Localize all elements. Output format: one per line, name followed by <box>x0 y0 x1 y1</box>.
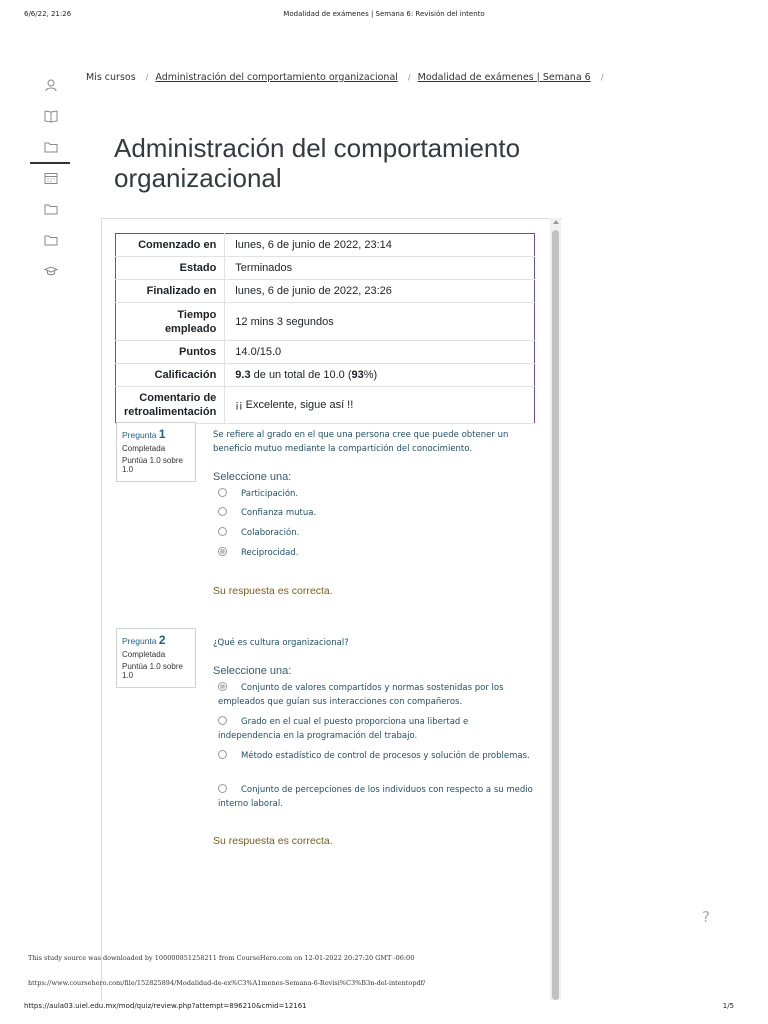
scrollbar[interactable] <box>550 218 561 1000</box>
question-info-1 <box>116 422 196 482</box>
summary-label: Comentario de retroalimentación <box>116 387 225 424</box>
select-prompt: Seleccione una: <box>213 471 292 483</box>
graduation-cap-icon[interactable] <box>30 256 70 287</box>
question-text: ¿Qué es cultura organizacional? <box>213 638 349 648</box>
calendar-icon[interactable] <box>30 163 70 194</box>
question-grade: Puntúa 1.0 sobre 1.0 <box>122 662 183 680</box>
grade-text-end: %) <box>363 369 378 381</box>
print-page-count: 1/5 <box>722 1002 734 1010</box>
summary-label: Comenzado en <box>116 234 225 257</box>
summary-value: ¡¡ Excelente, sigue así !! <box>225 387 535 424</box>
summary-row <box>116 257 535 280</box>
radio-button[interactable] <box>218 750 227 759</box>
select-prompt: Seleccione una: <box>213 665 292 677</box>
grade-text: de un total de 10.0 ( <box>250 369 352 381</box>
summary-label: Finalizado en <box>116 280 225 303</box>
summary-grade <box>225 364 535 387</box>
question-label: Pregunta <box>122 430 157 440</box>
answer-label: Conjunto de valores compartidos y normas sostenidas por los empleados que guían sus interacciones con compañeros. <box>218 683 504 707</box>
grade-value: 9.3 <box>235 369 251 381</box>
breadcrumb-separator: / <box>407 73 411 82</box>
question-number-value: 1 <box>158 427 166 441</box>
radio-button[interactable] <box>218 507 227 516</box>
answer-option[interactable] <box>218 749 533 763</box>
breadcrumb-separator: / <box>600 73 604 82</box>
breadcrumb <box>86 72 607 83</box>
answer-feedback: Su respuesta es correcta. <box>213 585 333 597</box>
summary-value: Terminados <box>225 257 535 280</box>
question-label: Pregunta <box>122 636 157 646</box>
scroll-up-arrow[interactable] <box>553 220 559 224</box>
answer-label: Confianza mutua. <box>241 508 317 518</box>
breadcrumb-separator: / <box>145 73 149 82</box>
question-number <box>122 427 190 441</box>
question-number-value: 2 <box>158 633 166 647</box>
attempt-summary-table <box>115 233 535 424</box>
answer-feedback: Su respuesta es correcta. <box>213 835 333 847</box>
question-grade: Puntúa 1.0 sobre 1.0 <box>122 456 183 474</box>
grade-percent: 93 <box>351 369 364 381</box>
side-navigation <box>30 70 70 287</box>
answer-label: Grado en el cual el puesto proporciona una libertad e independencia en la programación del trabajo. <box>218 717 469 741</box>
answer-option[interactable] <box>218 487 533 501</box>
print-footer-url: https://aula03.uiel.edu.mx/mod/quiz/review.php?attempt=896210&cmid=12161 <box>24 1002 307 1010</box>
book-icon[interactable] <box>30 101 70 132</box>
folder-icon[interactable] <box>30 225 70 256</box>
answer-label: Método estadístico de control de procesos y solución de problemas. <box>241 751 530 761</box>
summary-label: Calificación <box>116 364 225 387</box>
breadcrumb-course[interactable]: Administración del comportamiento organizacional <box>155 72 398 83</box>
answer-option[interactable] <box>218 681 533 709</box>
print-date: 6/6/22, 21:26 <box>24 10 72 18</box>
answer-label: Reciprocidad. <box>241 548 299 558</box>
folder-icon[interactable] <box>30 194 70 225</box>
print-title: Modalidad de exámenes | Semana 6: Revisión del intento <box>283 10 485 18</box>
summary-row <box>116 280 535 303</box>
summary-row <box>116 234 535 257</box>
answer-label: Participación. <box>241 489 299 499</box>
question-state: Completada <box>122 650 166 659</box>
answer-option[interactable] <box>218 783 533 811</box>
user-icon[interactable] <box>30 70 70 101</box>
summary-label: Puntos <box>116 341 225 364</box>
answer-label: Conjunto de percepciones de los individuos con respecto a su medio interno laboral. <box>218 785 533 809</box>
summary-label: Estado <box>116 257 225 280</box>
breadcrumb-quiz[interactable]: Modalidad de exámenes | Semana 6 <box>417 72 591 83</box>
radio-button[interactable] <box>218 784 227 793</box>
folder-icon[interactable] <box>30 132 70 163</box>
summary-row <box>116 387 535 424</box>
question-state: Completada <box>122 444 166 453</box>
scroll-thumb[interactable] <box>552 230 559 1000</box>
question-text: Se refiere al grado en el que una persona cree que puede obtener un beneficio mutuo mediante la compartición del conocimiento. <box>213 430 509 454</box>
radio-button-selected[interactable] <box>218 682 227 691</box>
page-title: Administración del comportamiento organizacional <box>114 133 521 193</box>
summary-label: Tiempo empleado <box>116 303 225 341</box>
breadcrumb-my-courses[interactable]: Mis cursos <box>86 72 136 83</box>
radio-button[interactable] <box>218 716 227 725</box>
answer-option[interactable] <box>218 546 533 560</box>
answer-option[interactable] <box>218 506 533 520</box>
answer-option[interactable] <box>218 715 533 743</box>
summary-row <box>116 364 535 387</box>
summary-value: lunes, 6 de junio de 2022, 23:14 <box>225 234 535 257</box>
summary-value: 12 mins 3 segundos <box>225 303 535 341</box>
coursehero-url: https://www.coursehero.com/file/152825894/Modalidad-de-ex%C3%A1menes-Semana-6-Revisi%C3%B3n-del-intentopdf/ <box>28 979 426 987</box>
answer-label: Colaboración. <box>241 528 300 538</box>
summary-value: lunes, 6 de junio de 2022, 23:26 <box>225 280 535 303</box>
coursehero-notice: This study source was downloaded by 100000851258211 from CourseHero.com on 12-01-2022 20:27:20 GMT -06:00 <box>28 954 415 962</box>
question-info-2 <box>116 628 196 688</box>
summary-row <box>116 303 535 341</box>
radio-button-selected[interactable] <box>218 547 227 556</box>
radio-button[interactable] <box>218 527 227 536</box>
summary-value: 14.0/15.0 <box>225 341 535 364</box>
question-number <box>122 633 190 647</box>
summary-row <box>116 341 535 364</box>
active-nav-indicator <box>30 162 70 164</box>
help-button[interactable]: ? <box>702 908 710 926</box>
radio-button[interactable] <box>218 488 227 497</box>
answer-option[interactable] <box>218 526 533 540</box>
